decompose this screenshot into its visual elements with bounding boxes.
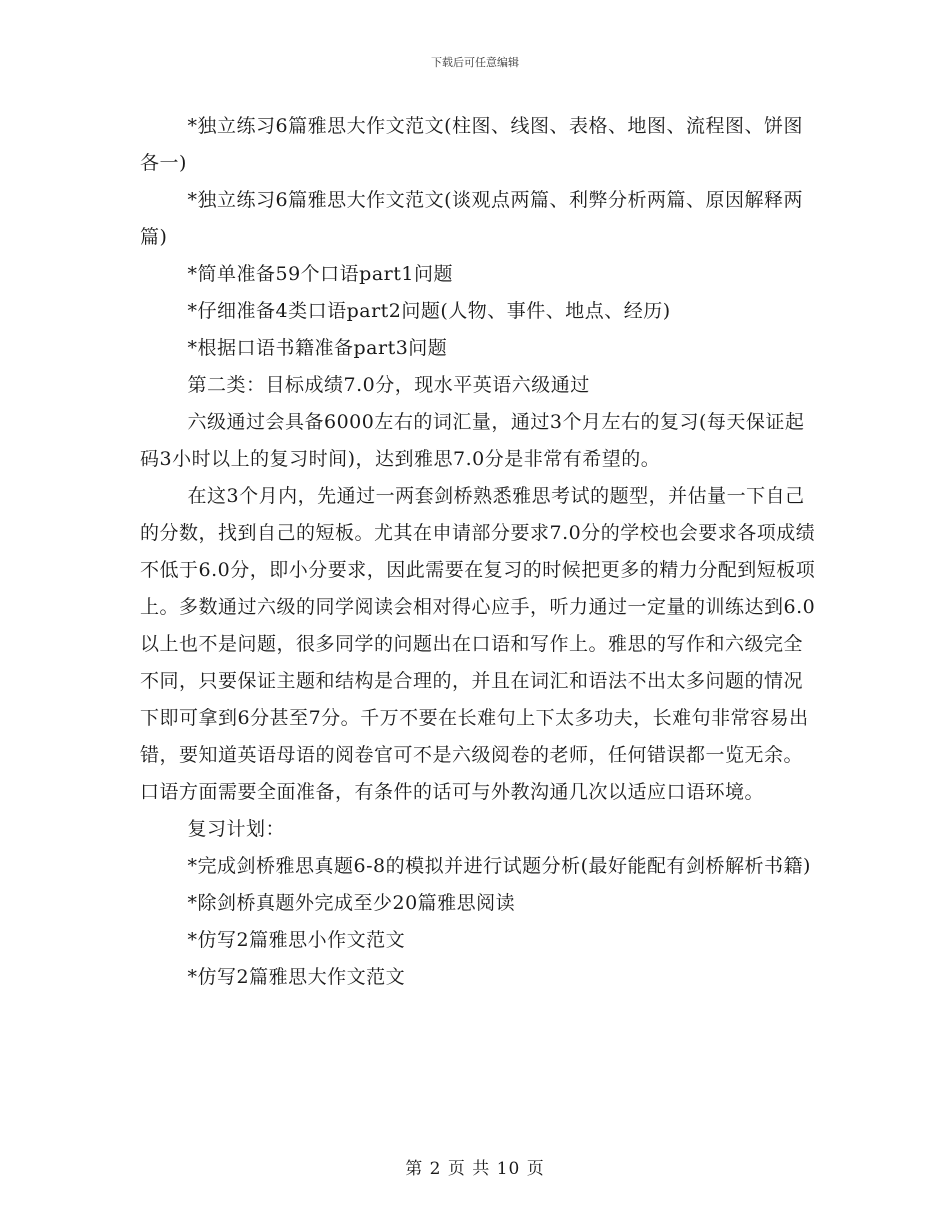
- page-number-footer: 第 2 页 共 10 页: [405, 1159, 545, 1179]
- paragraph-plan-item: *除剑桥真题外完成至少20篇雅思阅读: [187, 892, 516, 914]
- paragraph-plan-item: *简单准备59个口语part1问题: [187, 263, 453, 285]
- page-header-note: 下载后可任意编辑: [431, 56, 519, 69]
- paragraph-plan-item: *根据口语书籍准备part3问题: [187, 337, 448, 359]
- paragraph-plan-item: *仿写2篇雅思大作文范文: [187, 966, 406, 988]
- paragraph-plan-item: *仿写2篇雅思小作文范文: [187, 929, 406, 951]
- paragraph-text: 六级通过会具备6000左右的词汇量，通过3个月左右的复习(每天保证起码3小时以上的复习时间)，达到雅思7.0分是非常有希望的。: [140, 411, 805, 470]
- paragraph-plan-item: *完成剑桥雅思真题6-8的模拟并进行试题分析(最好能配有剑桥解析书籍): [187, 855, 811, 877]
- paragraph-plan-item: *仔细准备4类口语part2问题(人物、事件、地点、经历): [187, 300, 671, 322]
- paragraph-plan-item: *独立练习6篇雅思大作文范文(柱图、线图、表格、地图、流程图、饼图各一): [140, 115, 804, 174]
- document-body: [140, 108, 820, 996]
- paragraph-text: 在这3个月内，先通过一两套剑桥熟悉雅思考试的题型，并估量一下自己的分数，找到自己的短板。尤其在申请部分要求7.0分的学校也会要求各项成绩不低于6.0分，即小分要求，因此需要在复习的时候把更多的精力分配到短板项上。多数通过六级的同学阅读会相对得心应手，听力通过一定量的训练达到6.0以上也不是问题，很多同学的问题出在口语和写作上。雅思的写作和六级完全不同，只要保证主题和结构是合理的，并且在词汇和语法不出太多问题的情况下即可拿到6分甚至7分。千万不要在长难句上下太多功夫，长难句非常容易出错，要知道英语母语的阅卷官可不是六级阅卷的老师，任何错误都一览无余。口语方面需要全面准备，有条件的话可与外教沟通几次以适应口语环境。: [140, 485, 816, 803]
- paragraph-plan-item: *独立练习6篇雅思大作文范文(谈观点两篇、利弊分析两篇、原因解释两篇): [140, 189, 804, 248]
- section-heading: 第二类：目标成绩7.0分，现水平英语六级通过: [187, 374, 590, 396]
- review-plan-heading: 复习计划：: [187, 818, 286, 840]
